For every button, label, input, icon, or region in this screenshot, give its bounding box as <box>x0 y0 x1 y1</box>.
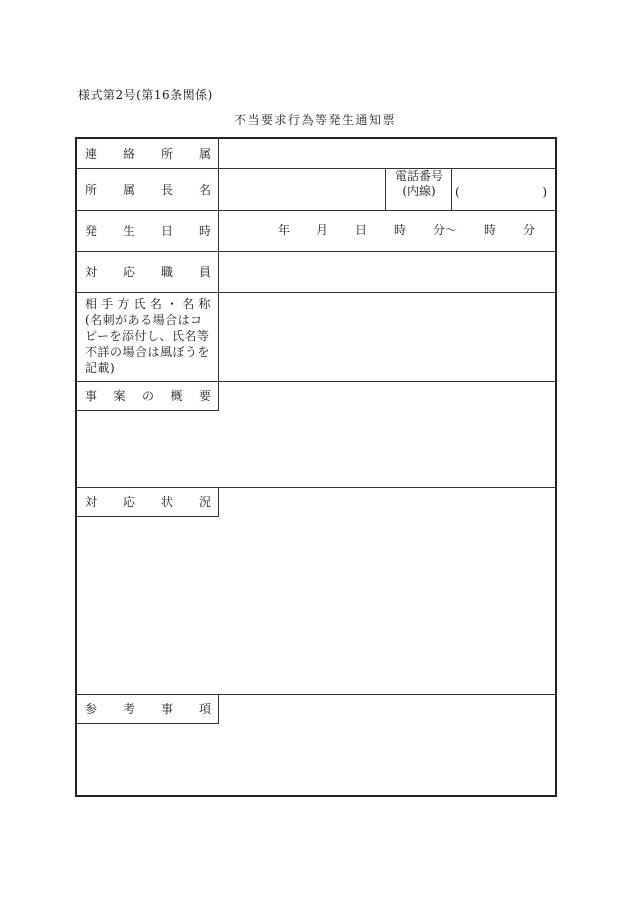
label-char: 事 <box>160 702 173 716</box>
label-char: 案 <box>113 389 126 403</box>
extension-field[interactable] <box>455 185 547 199</box>
label-char: の <box>141 389 154 403</box>
label-char: 況 <box>198 495 211 509</box>
response-status-label <box>77 487 218 516</box>
phone-label-line2: (内線) <box>402 184 436 198</box>
label-char: 対 <box>85 265 98 279</box>
label-char: 時 <box>198 224 211 238</box>
label-char: 応 <box>122 495 135 509</box>
label-char: 称 <box>198 297 211 311</box>
contact-affiliation-label <box>77 139 218 168</box>
counterparty-field[interactable] <box>219 293 555 381</box>
label-char: 概 <box>170 389 183 403</box>
label-char: 生 <box>122 224 135 238</box>
year-unit: 年 <box>278 223 291 237</box>
counterparty-note: (名刺がある場合はコピーを添付し、氏名等不詳の場合は風ぼうを記載) <box>85 313 211 375</box>
label-char: 長 <box>160 182 173 197</box>
label-char: 連 <box>85 147 98 161</box>
label-char: 名 <box>198 182 211 197</box>
phone-label-line1: 電話番号 <box>394 169 443 183</box>
case-summary-field[interactable] <box>219 382 555 487</box>
label-char: 要 <box>198 389 211 403</box>
label-char: 属 <box>198 147 211 161</box>
column-divider <box>385 168 386 210</box>
label-char: 所 <box>160 147 173 161</box>
occurrence-datetime-label <box>77 210 218 251</box>
label-char: 絡 <box>122 147 135 161</box>
label-box-bottom <box>77 410 219 411</box>
label-char: 参 <box>85 702 98 716</box>
label-char: 職 <box>160 265 173 279</box>
label-char: 項 <box>198 702 211 716</box>
label-char: 考 <box>122 702 135 716</box>
label-char: 発 <box>85 224 98 238</box>
month-unit: 月 <box>316 223 329 237</box>
response-status-field[interactable] <box>219 488 555 694</box>
label-char: 事 <box>85 389 98 403</box>
responding-staff-label <box>77 251 218 292</box>
label-box-bottom <box>77 516 219 517</box>
day-unit: 日 <box>355 223 368 237</box>
affiliation-head-field[interactable] <box>219 169 385 210</box>
label-char: ・ <box>166 297 179 311</box>
contact-affiliation-field[interactable] <box>219 139 555 168</box>
reference-label <box>77 694 218 723</box>
label-char: 相 <box>85 297 98 311</box>
form-title: 不当要求行為等発生通知票 <box>233 113 396 127</box>
end-minute-unit: 分 <box>523 223 536 237</box>
reference-field[interactable] <box>219 695 555 793</box>
end-hour-unit: 時 <box>484 223 497 237</box>
label-char: 日 <box>160 224 173 238</box>
minute-to-unit: 分〜 <box>433 223 458 237</box>
label-char: 方 <box>117 297 130 311</box>
affiliation-head-label <box>77 168 218 210</box>
label-box-bottom <box>77 723 219 724</box>
phone-number-label <box>387 169 451 199</box>
extension-close-paren: ) <box>542 185 547 199</box>
label-char: 所 <box>85 182 98 197</box>
case-summary-label <box>77 381 218 410</box>
responding-staff-field[interactable] <box>219 252 555 292</box>
label-char: 状 <box>160 495 173 509</box>
label-char: 員 <box>198 265 211 279</box>
label-char: 名 <box>182 297 195 311</box>
column-divider <box>451 168 452 210</box>
hour-unit: 時 <box>394 223 407 237</box>
form-reference: 様式第2号(第16条関係) <box>78 88 213 102</box>
label-char: 応 <box>122 265 135 279</box>
counterparty-name-label <box>77 292 218 381</box>
label-char: 対 <box>85 495 98 509</box>
label-char: 氏 <box>133 297 147 311</box>
label-char: 手 <box>101 297 114 311</box>
extension-open-paren: ( <box>455 185 460 199</box>
label-char: 名 <box>149 297 163 311</box>
notification-form <box>75 137 557 797</box>
label-char: 属 <box>122 182 135 197</box>
